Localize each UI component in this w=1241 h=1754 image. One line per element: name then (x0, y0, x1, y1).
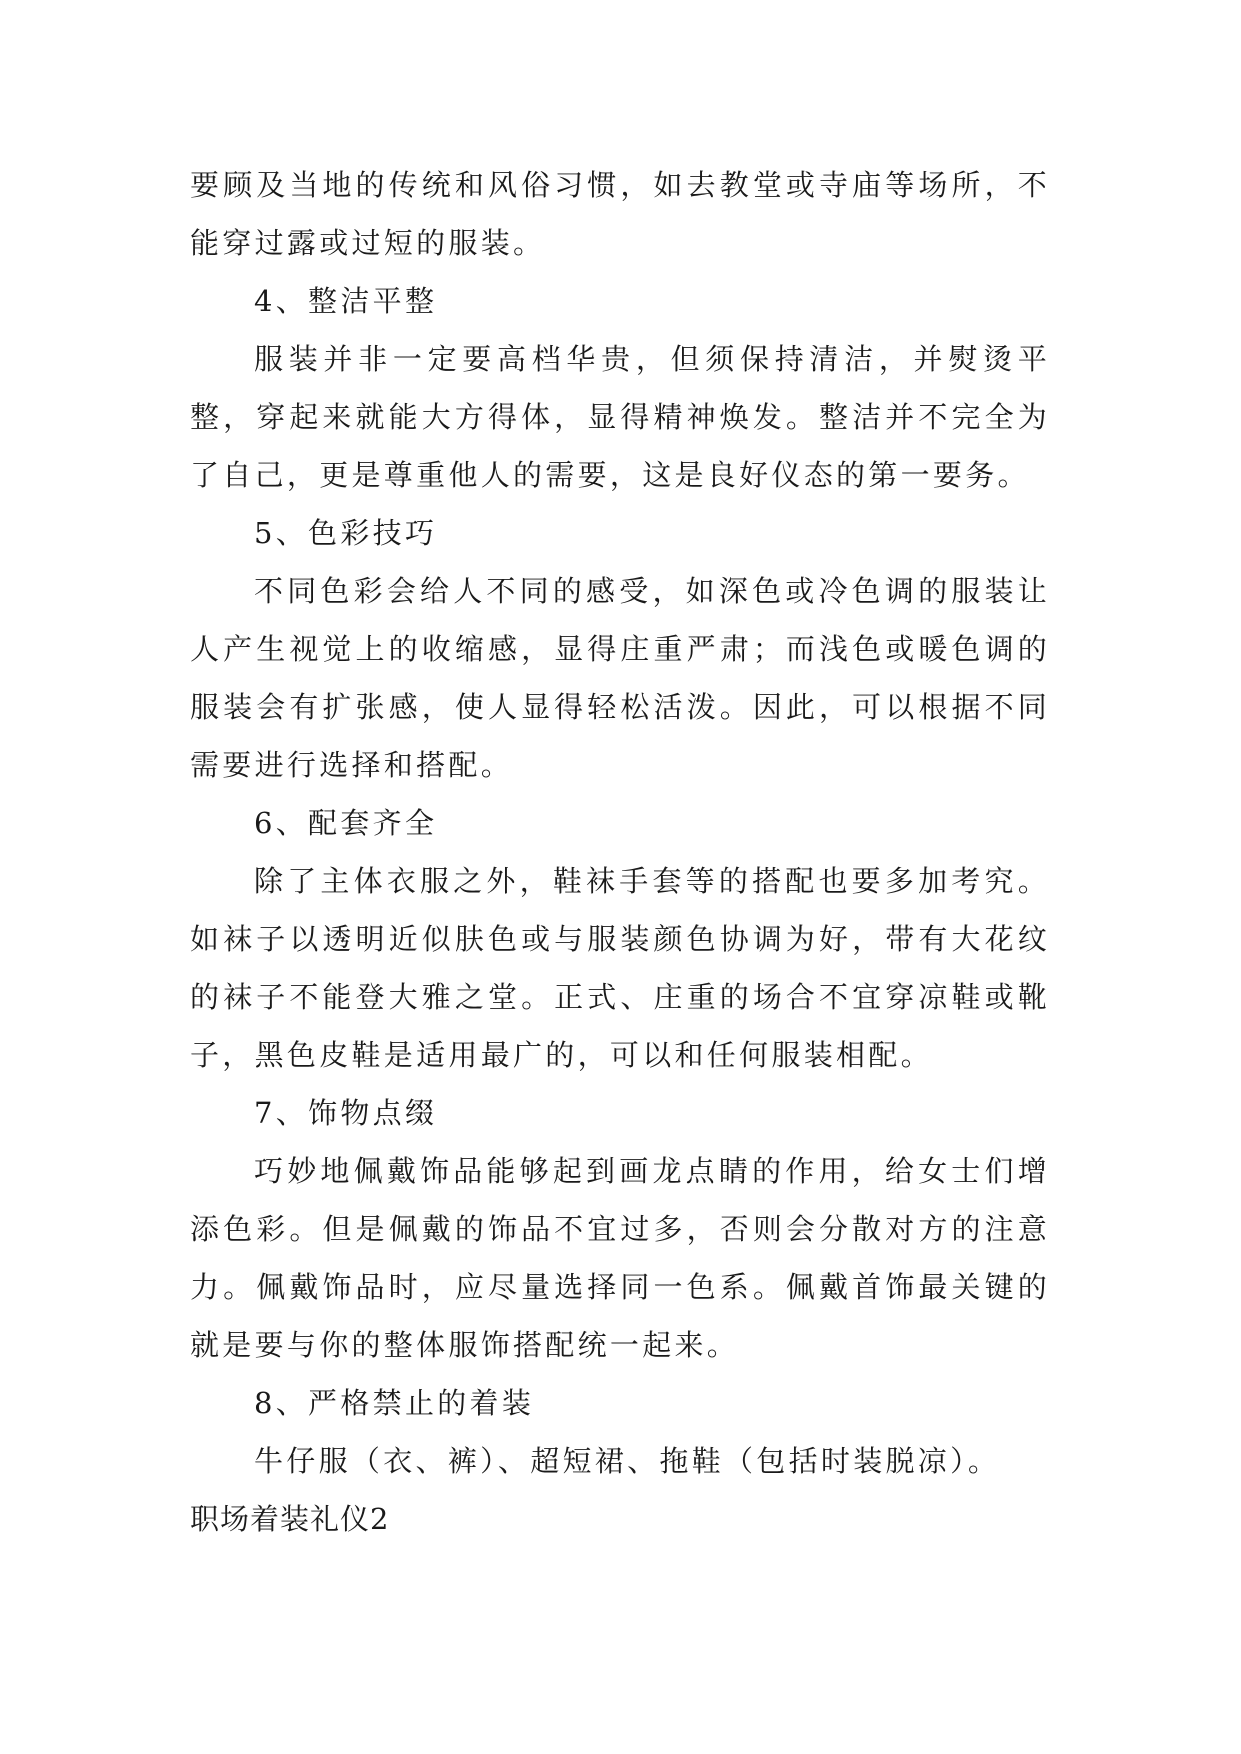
paragraph-accessories: 除了主体衣服之外，鞋袜手套等的搭配也要多加考究。如袜子以透明近似肤色或与服装颜色协调为好，带有大花纹的袜子不能登大雅之堂。正式、庄重的场合不宜穿凉鞋或靴子，黑色皮鞋是适用最广的，可以和任何服装相配。 (190, 864, 1050, 1072)
article-title: 职场着装礼仪2 (190, 1502, 390, 1536)
paragraph-prohibited: 牛仔服（衣、裤）、超短裙、拖鞋（包括时装脱凉）。 (254, 1444, 1001, 1478)
paragraph-cleanliness: 服装并非一定要高档华贵，但须保持清洁，并熨烫平整，穿起来就能大方得体，显得精神焕发。整洁并不完全为了自己，更是尊重他人的需要，这是良好仪态的第一要务。 (190, 342, 1050, 492)
section-heading-4: 4、整洁平整 (254, 284, 438, 318)
document-body (190, 156, 1050, 1548)
section-heading-5: 5、色彩技巧 (254, 516, 438, 550)
paragraph-ornaments: 巧妙地佩戴饰品能够起到画龙点睛的作用，给女士们增添色彩。但是佩戴的饰品不宜过多，否则会分散对方的注意力。佩戴饰品时，应尽量选择同一色系。佩戴首饰最关键的就是要与你的整体服饰搭配统一起来。 (190, 1154, 1050, 1362)
paragraph-color: 不同色彩会给人不同的感受，如深色或冷色调的服装让人产生视觉上的收缩感，显得庄重严肃；而浅色或暖色调的服装会有扩张感，使人显得轻松活泼。因此，可以根据不同需要进行选择和搭配。 (190, 574, 1050, 782)
section-heading-6: 6、配套齐全 (254, 806, 438, 840)
section-heading-8: 8、严格禁止的着装 (254, 1386, 535, 1420)
paragraph-continuation: 要顾及当地的传统和风俗习惯，如去教堂或寺庙等场所，不能穿过露或过短的服装。 (190, 168, 1050, 260)
section-heading-7: 7、饰物点缀 (254, 1096, 438, 1130)
